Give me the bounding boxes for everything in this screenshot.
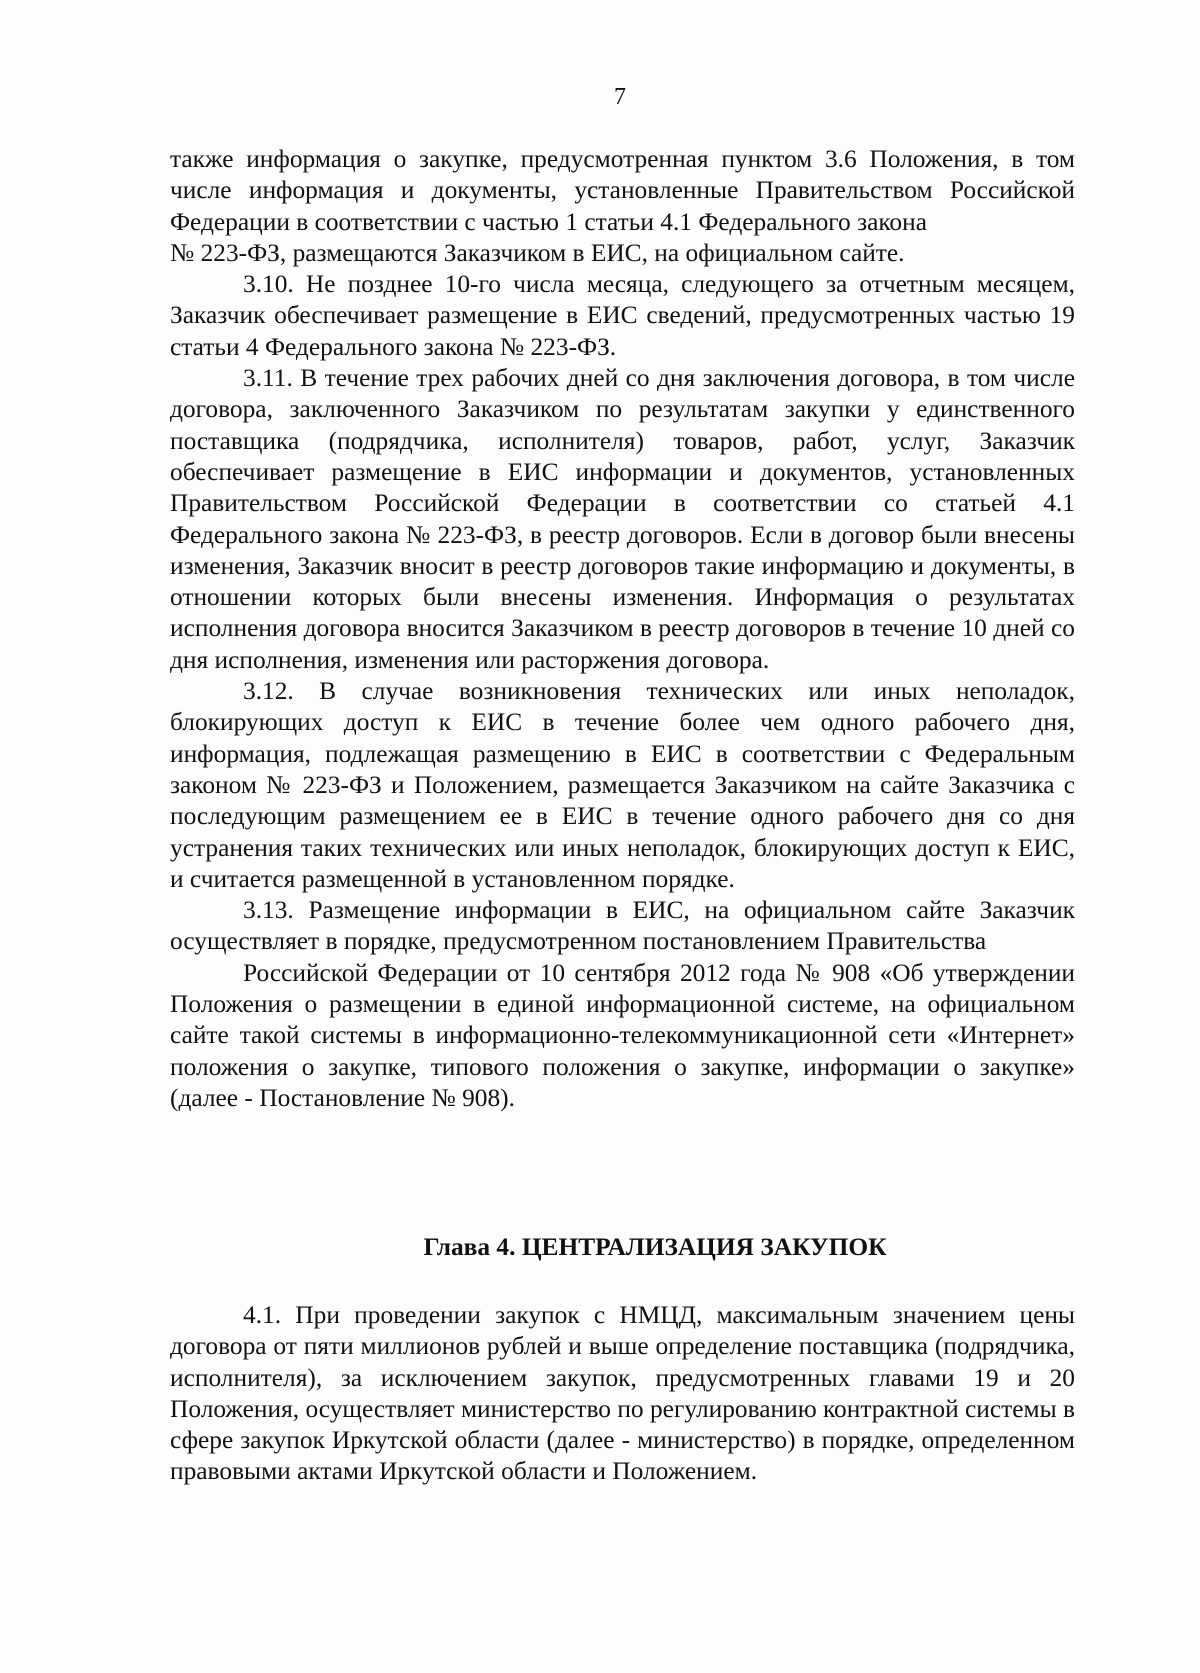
- continuation-paragraph-end: № 223-ФЗ, размещаются Заказчиком в ЕИС, на официальном сайте.: [170, 238, 905, 267]
- paragraph-3-11: 3.11. В течение трех рабочих дней со дня заключения договора, в том числе договора, заключенного Заказчиком по результатам закупки у единственного поставщика (подрядчика, исполнителя) товаров, работ, услуг, Заказчик обеспечивает размещение в ЕИС информации и документов, установленных Правительством Российской Федерации в соответствии со статьей 4.1 Федерального закона № 223-ФЗ, в реестр договоров. Если в договор были внесены изменения, Заказчик вносит в реестр договоров такие информацию и документы, в отношении которых были внесены изменения. Информация о результатах исполнения договора вносится Заказчиком в реестр договоров в течение 10 дней со дня исполнения, изменения или расторжения договора.: [170, 364, 1075, 674]
- page-number: 7: [614, 84, 626, 110]
- continuation-paragraph: также информация о закупке, предусмотренная пунктом 3.6 Положения, в том числе информация и документы, установленные Правительством Российской Федерации в соответствии с частью 1 статьи 4.1 Федерального закона: [170, 145, 1075, 236]
- chapter-4-text: [170, 1300, 1075, 1488]
- paragraph-3-13: 3.13. Размещение информации в ЕИС, на официальном сайте Заказчик осуществляет в порядке, предусмотренном постановлением Правительства: [170, 896, 1075, 956]
- paragraph-3-13-continued: Российской Федерации от 10 сентября 2012 года № 908 «Об утверждении Положения о размещении в единой информационной системе, на официальном сайте такой системы в информационно-телекоммуникационной сети «Интернет» положения о закупке, типового положения о закупке, информации о закупке» (далее - Постановление № 908).: [170, 958, 1075, 1112]
- paragraph-3-12: 3.12. В случае возникновения технических или иных неполадок, блокирующих доступ к ЕИС в течение более чем одного рабочего дня, информация, подлежащая размещению в ЕИС в соответствии с Федеральным законом № 223-ФЗ и Положением, размещается Заказчиком на сайте Заказчика с последующим размещением ее в ЕИС в течение одного рабочего дня со дня устранения таких технических или иных неполадок, блокирующих доступ к ЕИС, и считается размещенной в установленном порядке.: [170, 677, 1075, 893]
- chapter-heading: Глава 4. ЦЕНТРАЛИЗАЦИЯ ЗАКУПОК: [423, 1233, 887, 1261]
- paragraph-4-1: 4.1. При проведении закупок с НМЦД, максимальным значением цены договора от пяти миллионов рублей и выше определение поставщика (подрядчика, исполнителя), за исключением закупок, предусмотренных главами 19 и 20 Положения, осуществляет министерство по регулированию контрактной системы в сфере закупок Иркутской области (далее - министерство) в порядке, определенном правовыми актами Иркутской области и Положением.: [170, 1301, 1075, 1486]
- section-3-text: [170, 144, 1075, 1114]
- paragraph-3-10: 3.10. Не позднее 10-го числа месяца, следующего за отчетным месяцем, Заказчик обеспечивает размещение в ЕИС сведений, предусмотренных частью 19 статьи 4 Федерального закона № 223-ФЗ.: [170, 270, 1075, 361]
